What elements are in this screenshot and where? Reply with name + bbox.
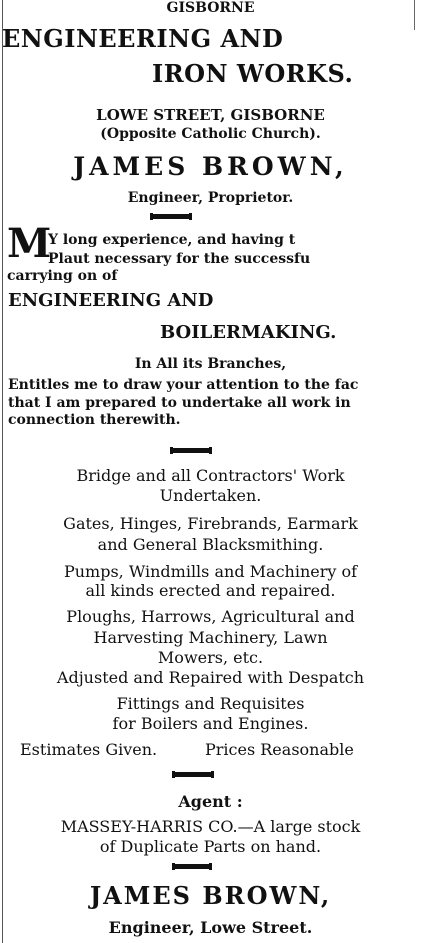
entitles-line3: connection therewith. [8,412,181,428]
service-line: Gates, Hinges, Firebrands, Earmark [63,514,358,533]
service-line: all kinds erected and repaired. [85,581,336,600]
intro-line2: Plaut necessary for the successfu [48,251,311,267]
prices-reasonable: Prices Reasonable [205,740,354,759]
service-line: Ploughs, Harrows, Agricultural and [66,607,355,626]
header-town: GISBORNE [166,0,255,16]
trade-line1: ENGINEERING AND [8,290,214,311]
intro-line3: carrying on of [7,268,118,284]
trade-branches: In All its Branches, [134,356,287,372]
ornament-divider [172,772,214,777]
service-line: Undertaken. [159,486,262,505]
entitles-line2: that I am prepared to undertake all work in [8,395,351,411]
header-address: LOWE STREET, GISBORNE [96,106,325,124]
footer-name: JAMES BROWN, [89,881,332,910]
agent-line2: of Duplicate Parts on hand. [99,837,322,856]
ornament-divider [170,448,212,453]
service-line: Mowers, etc. [157,648,264,667]
header-line2: IRON WORKS. [152,59,354,88]
trade-line2: BOILERMAKING. [160,322,337,343]
service-line: Pumps, Windmills and Machinery of [63,562,358,581]
service-line: Bridge and all Contractors' Work [76,466,345,485]
service-line: for Boilers and Engines. [112,714,309,733]
agent-line1: MASSEY-HARRIS CO.—A large stock [60,817,361,836]
proprietor-title: Engineer, Proprietor. [127,190,294,206]
service-line: Adjusted and Repaired with Despatch [56,668,365,687]
footer-title: Engineer, Lowe Street. [108,918,313,937]
proprietor-name: JAMES BROWN, [73,152,348,181]
service-line: and General Blacksmithing. [97,535,324,554]
estimates-given: Estimates Given. [20,740,158,759]
header-line1: ENGINEERING AND [2,24,284,53]
intro-line1: Y long experience, and having t [48,232,296,248]
entitles-line1: Entitles me to draw your attention to the fac [8,377,359,393]
ornament-divider [150,214,192,219]
ornament-divider [172,864,212,869]
service-line: Fittings and Requisites [116,694,305,713]
agent-label: Agent : [178,792,243,811]
service-line: Harvesting Machinery, Lawn [93,628,328,647]
header-opposite: (Opposite Catholic Church). [100,126,321,142]
intro-dropcap: M [7,220,50,267]
